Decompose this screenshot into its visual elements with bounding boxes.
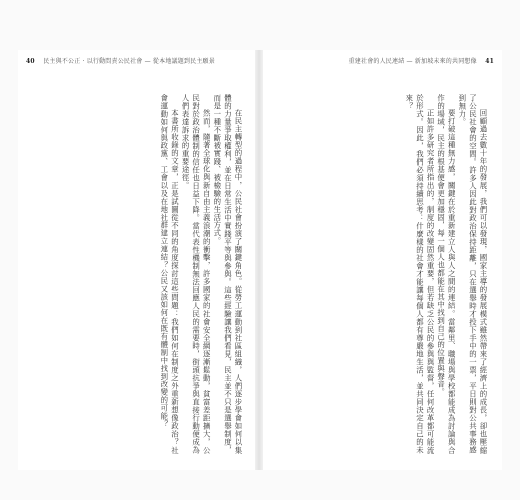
right-running-head: [349, 56, 494, 65]
paragraph: 本書所收錄的文章，正是試圖從不同的角度探討這些問題：我們如何在制度之外重新想像政治？社會運動如何與政黨、工會以及在地社群建立連結？公民又該如何在既有體制中找到改變的可能？: [159, 94, 180, 454]
right-page: [263, 50, 502, 470]
paragraph: 在民主轉型的過程中，公民社會扮演了關鍵角色。從勞工運動到社區組織，人們逐步學會如何以集體的力量爭取權利，並在日常生活中實踐平等與參與。這些經驗讓我們看見，民主並不只是選舉制度，而是一種不斷被實踐、被檢驗的生活方式。: [212, 94, 243, 454]
paragraph: 然而，隨著全球化與新自由主義浪潮的衝擊，許多國家的社會安全網逐漸鬆動，貧富差距擴大，公民對於政治體制的信任也日益下降。當代表性機制無法回應人民的需要時，街頭抗爭與直接行動便成為人們表達訴求的重要途徑。: [181, 94, 212, 454]
paragraph: 要打破這種無力感，關鍵在於重新建立人與人之間的連結。當鄰里、職場與學校都能成為討論與合作的場域，民主的根基便會更加穩固，每一個人也都能在其中找到自己的位置與聲音。: [436, 94, 457, 454]
right-body-text: [275, 94, 488, 454]
paragraph: 回顧過去數十年的發展，我們可以發現，國家主導的發展模式雖然帶來了經濟上的成長，卻也壓縮了公民社會的空間。許多人因此對政治保持距離，只在選舉時才投下手中的一票，平日則對公共事務感到無力。: [457, 94, 488, 454]
gutter: [255, 50, 263, 470]
right-page-number: 41: [485, 58, 494, 65]
left-page: [18, 50, 255, 470]
left-running-head-title: 民主與不公正 · 以行動問責公民社會 — 從本地議題到民主願景: [43, 58, 215, 65]
left-running-head: [26, 56, 215, 65]
left-page-number: 40: [26, 58, 35, 65]
left-body-text: [34, 94, 243, 454]
paragraph: 正如許多研究者所指出的，制度的改變固然重要，但若缺乏公民的參與與監督，任何改革都可能流於形式。因此，我們必須持續思考：什麼樣的社會才能讓每個人都有尊嚴地生活，並共同決定自己的未來？: [404, 94, 436, 454]
right-running-head-title: 重建社會的人民連結 — 新加坡未來的共同想像: [348, 58, 477, 65]
